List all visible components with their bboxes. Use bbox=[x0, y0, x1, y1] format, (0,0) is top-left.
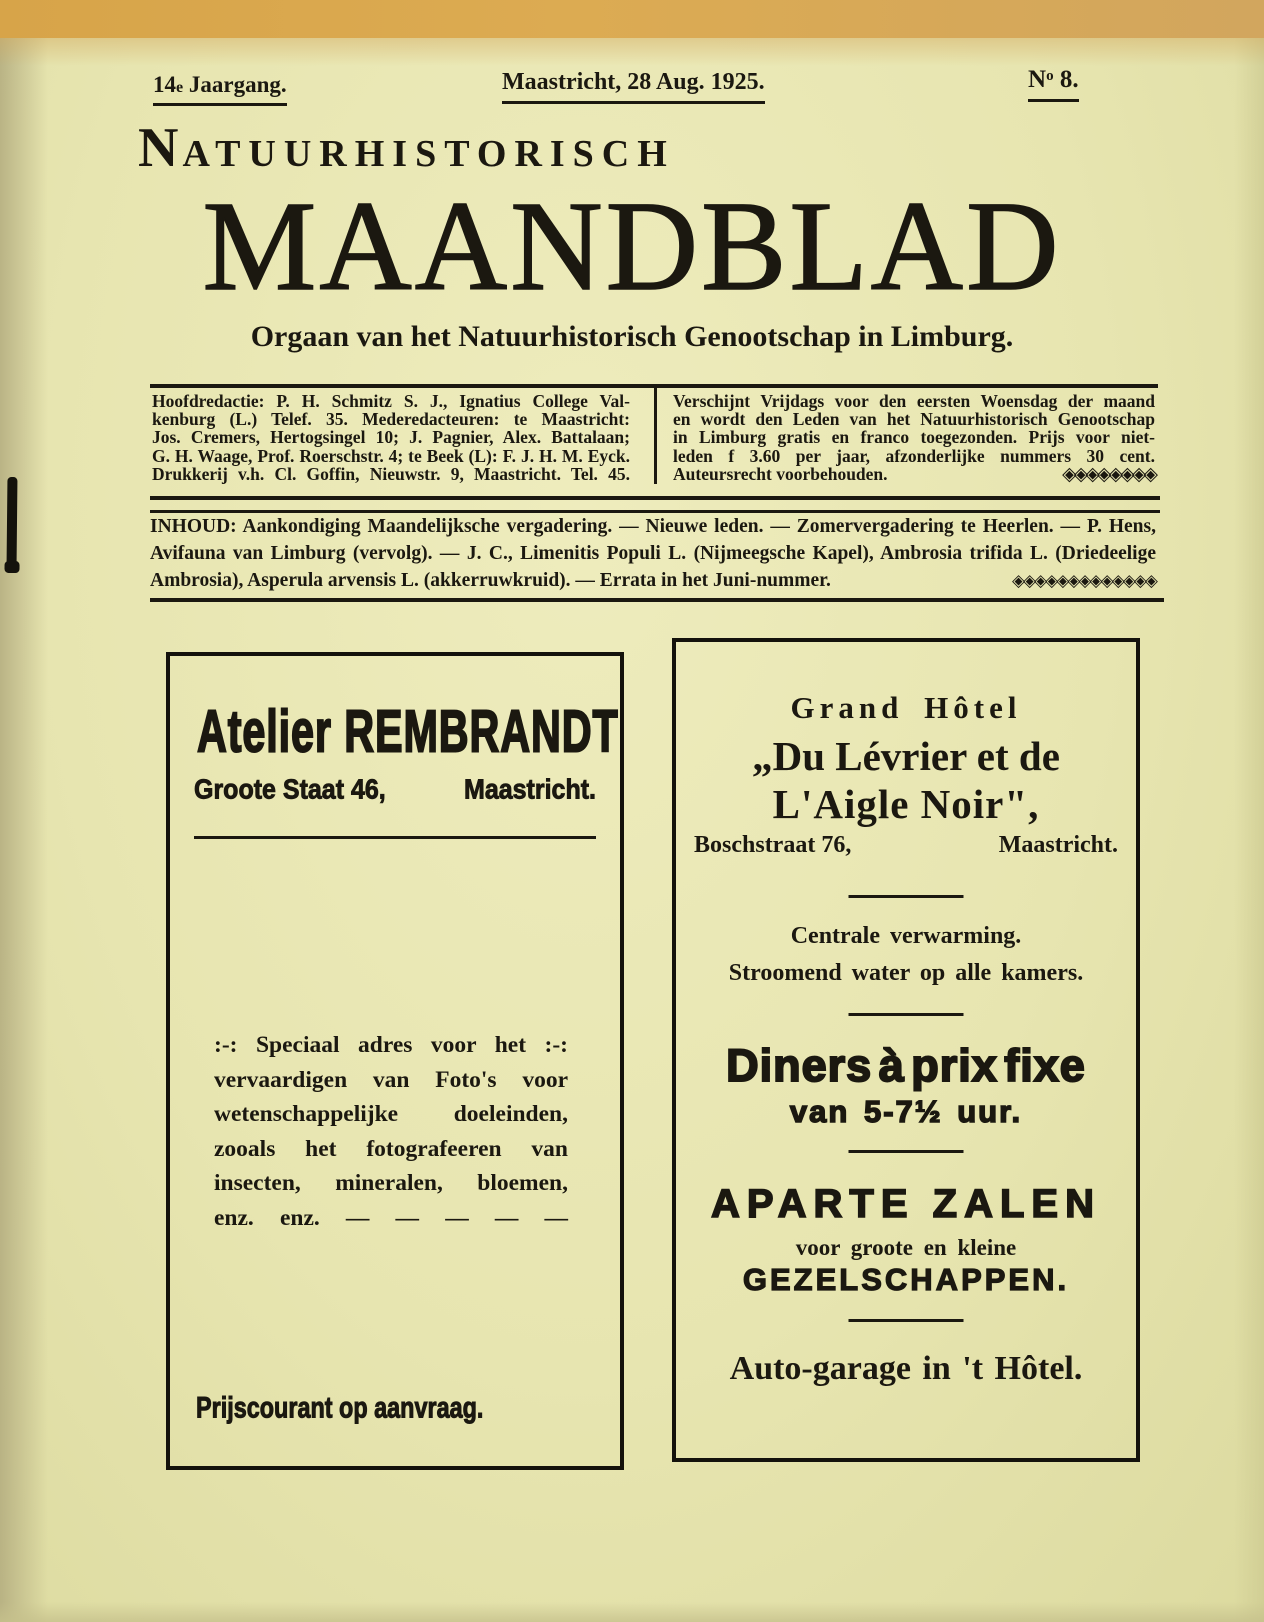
hotel-name-line3: L'Aigle Noir", bbox=[772, 781, 1040, 827]
volume-label bbox=[153, 72, 287, 106]
editorial-line: G. H. Waage, Prof. Roerschstr. 4; te Beek (L): F. J. H. M. Eyck. bbox=[152, 445, 630, 466]
contents-text: Ambrosia), Asperula arvensis L. (akkerruwkruid). — Errata in het Juni-nummer. bbox=[150, 570, 831, 591]
issue-date: Maastricht, 28 Aug. 1925. bbox=[502, 69, 765, 104]
contents-line: INHOUD: Aankondiging Maandelijksche vergadering. — Nieuwe leden. — Zomervergadering te Heerlen. — P. Hens, bbox=[150, 516, 1156, 537]
editorial-line: en wordt den Leden van het Natuurhistorisch Genootschap bbox=[673, 409, 1155, 430]
page-edge-top-fade bbox=[0, 38, 1264, 66]
hotel-diners-hours: van 5-7½ uur. bbox=[789, 1094, 1023, 1129]
ad-body-line: enz. enz. — — — — — bbox=[214, 1204, 568, 1231]
hotel-diners-headline: Diners à prix fixe bbox=[726, 1040, 1086, 1091]
contents-last-line bbox=[150, 567, 1156, 595]
ad-footer-note: Prijscourant op aanvraag. bbox=[196, 1390, 484, 1425]
editorial-line: Drukkerij v.h. Cl. Goffin, Nieuwstr. 9, Maastricht. Tel. 45. bbox=[152, 463, 630, 484]
ad-body-line: insecten, mineralen, bloemen, bbox=[214, 1170, 568, 1196]
page-title: MAANDBLAD bbox=[202, 175, 1062, 317]
ad-body-text bbox=[170, 1028, 620, 1235]
editorial-right-column bbox=[673, 392, 1155, 483]
ad-street: Groote Staat 46, bbox=[194, 774, 386, 806]
volume-number: 14 bbox=[153, 72, 176, 97]
hotel-name-line1: Grand Hôtel bbox=[790, 690, 1022, 725]
hotel-name-line2: „Du Lévrier et de bbox=[752, 733, 1060, 779]
diamond-ornament: ◈◈◈◈◈◈◈◈◈◈◈◈◈ bbox=[1012, 571, 1156, 591]
kicker-title bbox=[138, 116, 675, 180]
issue-n: N bbox=[1028, 66, 1047, 93]
volume-word: Jaargang. bbox=[183, 72, 287, 97]
ad-city: Maastricht. bbox=[464, 774, 596, 806]
editorial-line: Verschijnt Vrijdags voor den eersten Woensdag der maand bbox=[673, 391, 1155, 411]
hotel-garage-note: Auto-garage in 't Hôtel. bbox=[729, 1350, 1083, 1387]
hotel-address-row bbox=[676, 832, 1136, 859]
ad-address-row bbox=[170, 774, 620, 806]
ad-body-line: wetenschappelijke doeleinden, bbox=[214, 1101, 568, 1127]
hotel-street: Boschstraat 76, bbox=[694, 832, 852, 858]
editorial-line: Hoofdredactie: P. H. Schmitz S. J., Ignatius College Val- bbox=[152, 391, 630, 411]
volume-suffix: e bbox=[176, 79, 184, 96]
hotel-feature-water: Stroomend water op alle kamers. bbox=[728, 960, 1084, 986]
page-subtitle: Orgaan van het Natuurhistorisch Genootschap in Limburg. bbox=[250, 320, 1014, 353]
contents-summary bbox=[150, 513, 1156, 595]
ad-business-name: Atelier REMBRANDT bbox=[197, 697, 619, 765]
ad-atelier-rembrandt bbox=[166, 652, 624, 1470]
ad-body-line: :-: Speciaal adres voor het :-: bbox=[214, 1032, 568, 1058]
hotel-feature-heating: Centrale verwarming. bbox=[790, 923, 1022, 949]
editorial-line: kenburg (L.) Telef. 35. Mederedacteuren: te Maastricht: bbox=[152, 409, 630, 430]
rule-contents-bottom bbox=[150, 598, 1164, 602]
ink-mark bbox=[7, 477, 18, 567]
hotel-rooms-subline: voor groote en kleine bbox=[795, 1235, 1017, 1260]
ad-divider bbox=[849, 1013, 964, 1016]
page-edge-top bbox=[0, 0, 1264, 38]
ad-divider bbox=[849, 1150, 964, 1153]
editorial-line: leden f 3.60 per jaar, afzonderlijke nummers 30 cent. bbox=[673, 445, 1155, 466]
kicker-initial: N bbox=[138, 117, 183, 179]
issue-num: 8. bbox=[1053, 66, 1079, 93]
editorial-column-divider bbox=[654, 386, 657, 484]
editorial-line: Jos. Cremers, Hertogsingel 10; J. Pagnier, Alex. Battalaan; bbox=[152, 427, 630, 448]
editorial-last-line bbox=[673, 462, 1155, 485]
issue-number bbox=[1028, 66, 1079, 102]
issue-o: o bbox=[1046, 68, 1054, 84]
ad-divider bbox=[849, 1319, 964, 1322]
hotel-rooms-groups: GEZELSCHAPPEN. bbox=[742, 1262, 1070, 1297]
editorial-left-column bbox=[152, 392, 630, 483]
rule-double bbox=[150, 496, 1160, 513]
hotel-city: Maastricht. bbox=[998, 832, 1118, 858]
hotel-rooms-headline: APARTE ZALEN bbox=[711, 1182, 1101, 1226]
ad-body-line: zooals het fotografeeren van bbox=[214, 1135, 568, 1162]
contents-line: Avifauna van Limburg (vervolg). — J. C., Limenitis Populi L. (Nijmeegsche Kapel), Ambrosia trifida L. (Driedeelige bbox=[150, 543, 1156, 564]
ad-divider bbox=[849, 895, 964, 898]
ad-body-line: vervaardigen van Foto's voor bbox=[214, 1066, 568, 1093]
kicker-rest: ATUURHISTORISCH bbox=[182, 133, 675, 175]
ad-grand-hotel bbox=[672, 638, 1140, 1462]
copyright-note: Auteursrecht voorbehouden. bbox=[673, 463, 888, 484]
diamond-ornament: ◈◈◈◈◈◈◈◈ bbox=[1062, 462, 1155, 485]
editorial-line: in Limburg gratis en franco toegezonden. Prijs voor niet- bbox=[673, 427, 1155, 448]
ad-divider bbox=[194, 836, 596, 839]
